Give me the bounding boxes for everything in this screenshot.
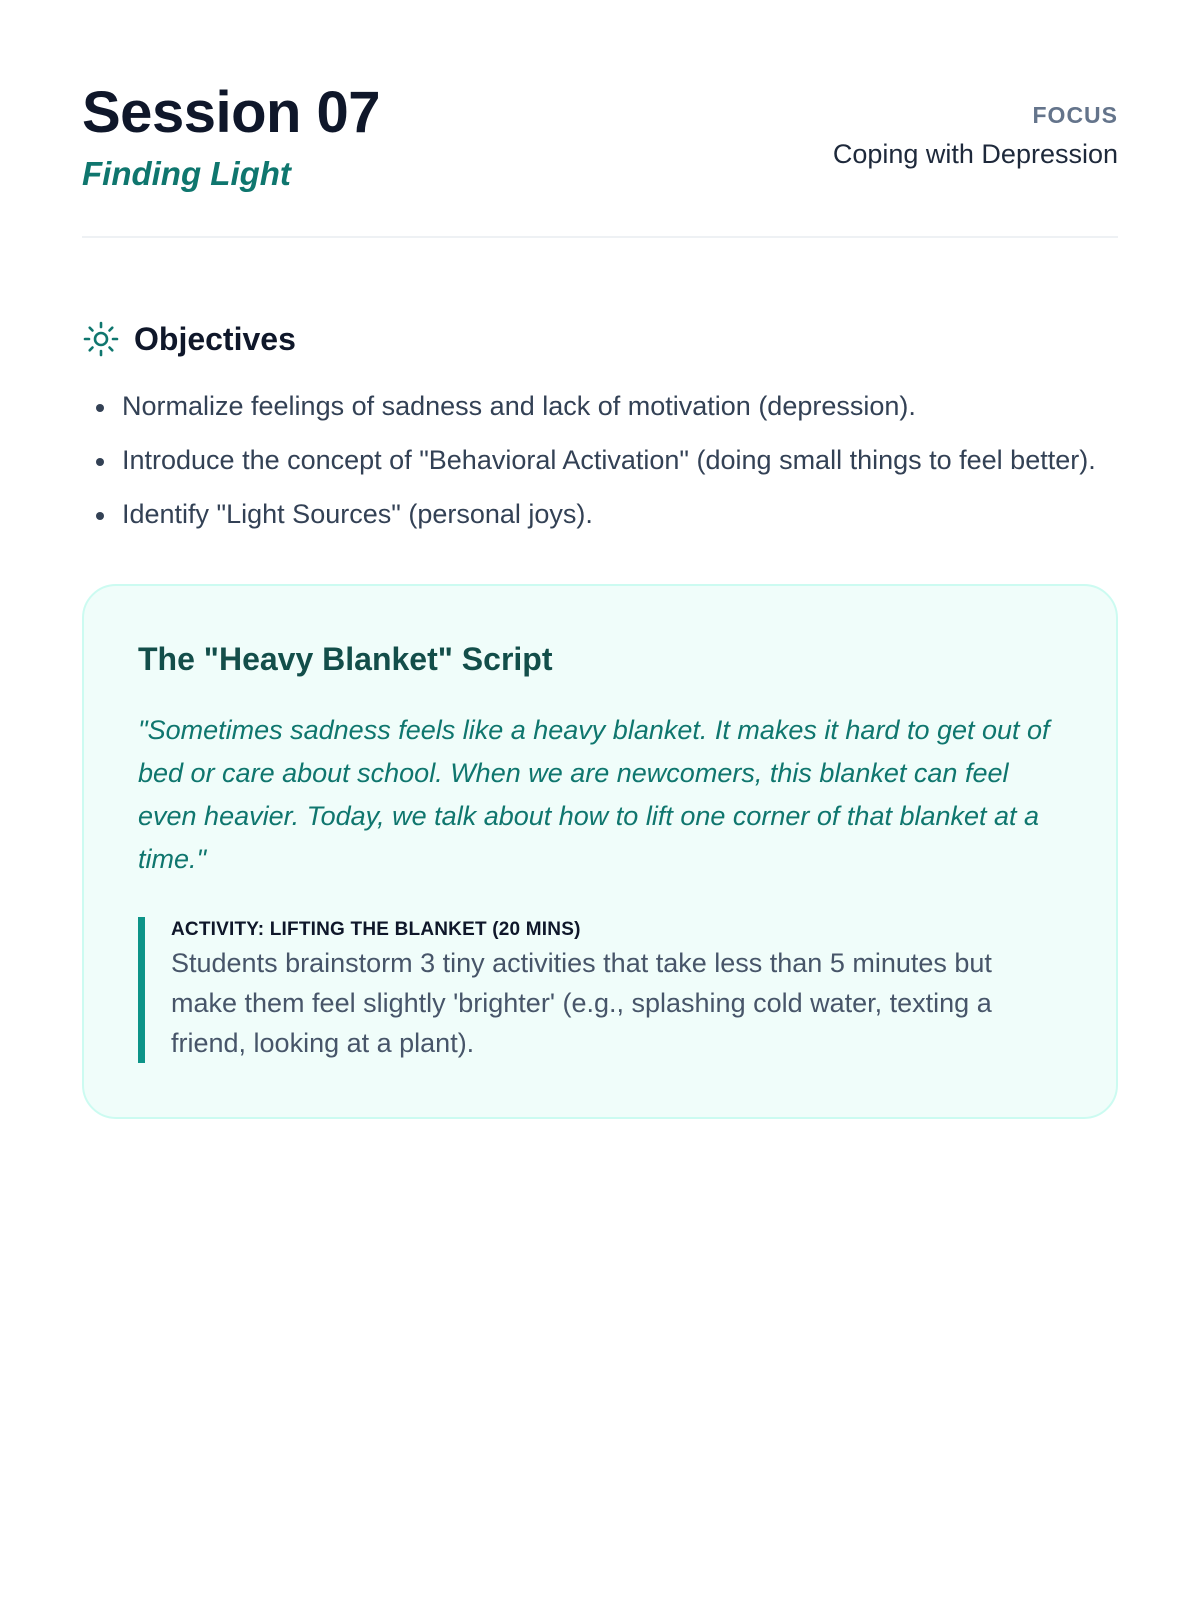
activity-label: ACTIVITY: LIFTING THE BLANKET (20 MINS) bbox=[171, 918, 581, 940]
title-block bbox=[82, 80, 381, 192]
list-item: Introduce the concept of "Behavioral Activation" (doing small things to feel better). bbox=[122, 440, 1118, 480]
script-quote: "Sometimes sadness feels like a heavy blanket. It makes it hard to get out of bed or care about school. When we are newcomers, this blanket can feel even heavier. Today, we talk about how to lift one corner of that blanket at a time." bbox=[138, 714, 1050, 874]
script-title: The "Heavy Blanket" Script bbox=[138, 641, 553, 678]
session-header bbox=[82, 80, 1118, 238]
activity-callout bbox=[138, 917, 1062, 1063]
focus-value: Coping with Depression bbox=[832, 138, 1118, 169]
list-item: Identify "Light Sources" (personal joys). bbox=[122, 494, 1118, 534]
page-subtitle: Finding Light bbox=[82, 155, 291, 192]
objectives-section bbox=[82, 320, 1118, 534]
activity-description: Students brainstorm 3 tiny activities that take less than 5 minutes but make them feel slightly 'brighter' (e.g., splashing cold water, texting a friend, looking at a plant). bbox=[171, 947, 992, 1058]
objectives-heading bbox=[82, 320, 1118, 358]
focus-block bbox=[833, 84, 1118, 170]
objectives-title: Objectives bbox=[134, 320, 296, 357]
sun-icon bbox=[82, 320, 120, 358]
objectives-list bbox=[82, 386, 1118, 534]
list-item: Normalize feelings of sadness and lack of motivation (depression). bbox=[122, 386, 1118, 426]
script-card bbox=[82, 584, 1118, 1118]
focus-label: FOCUS bbox=[1032, 102, 1118, 128]
page-title: Session 07 bbox=[82, 80, 381, 145]
